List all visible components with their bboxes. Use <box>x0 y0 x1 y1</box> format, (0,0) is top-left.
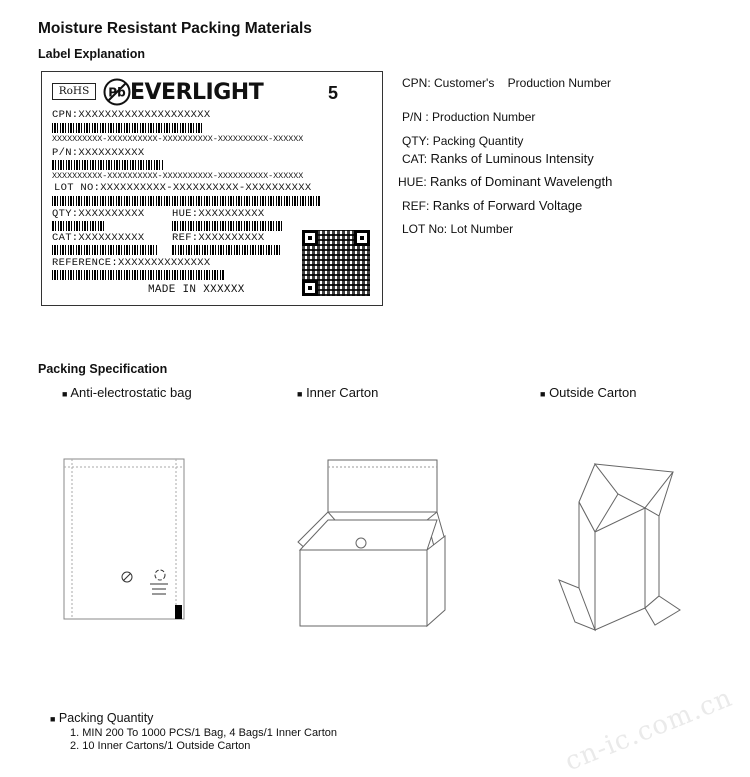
cpn-barcode <box>52 123 202 133</box>
hue-line: HUE:XXXXXXXXXX <box>172 208 265 220</box>
reference-barcode <box>52 270 224 280</box>
brand-logo: EVERLIGHT <box>130 80 264 105</box>
legend-pn: P/N : Production Number <box>402 110 536 124</box>
lot-line: LOT NO:XXXXXXXXXX-XXXXXXXXXX-XXXXXXXXXX <box>54 182 312 194</box>
cat-line: CAT:XXXXXXXXXX <box>52 232 145 244</box>
legend-cpn: CPN: Customer's Production Number <box>402 76 612 90</box>
outside-carton-label: ■ Outside Carton <box>540 385 637 400</box>
legend-cat: CAT: Ranks of Luminous Intensity <box>402 151 594 166</box>
legend-lot: LOT No: Lot Number <box>402 222 514 236</box>
made-in-line: MADE IN XXXXXX <box>148 284 245 296</box>
rohs-mark: RoHS <box>52 83 96 100</box>
qty-line: QTY:XXXXXXXXXX <box>52 208 145 220</box>
inner-carton-drawing <box>285 450 460 630</box>
long-line-1: XXXXXXXXXX-XXXXXXXXXX-XXXXXXXXXX-XXXXXXXXXX-XXXXXX <box>52 134 304 144</box>
anti-static-bag-drawing <box>60 455 190 625</box>
pn-barcode <box>52 160 164 170</box>
lot-barcode <box>52 196 320 206</box>
hue-barcode <box>172 221 284 231</box>
legend-qty: QTY: Packing Quantity <box>402 134 524 148</box>
inner-carton-label: ■ Inner Carton <box>297 385 379 400</box>
bag-tab <box>175 605 182 619</box>
label-sample <box>41 71 383 306</box>
packing-quantity-line-1: 1. MIN 200 To 1000 PCS/1 Bag, 4 Bags/1 Inner Carton <box>70 727 338 739</box>
cpn-line: CPN:XXXXXXXXXXXXXXXXXXXX <box>52 109 211 121</box>
qr-finder-top-right <box>354 230 370 246</box>
ref-line: REF:XXXXXXXXXX <box>172 232 265 244</box>
label-number: 5 <box>328 83 339 103</box>
pb-free-icon <box>102 77 132 107</box>
outside-carton-drawing <box>555 460 695 635</box>
cat-barcode <box>52 245 157 255</box>
page-title: Moisture Resistant Packing Materials <box>38 20 312 37</box>
pn-line: P/N:XXXXXXXXXX <box>52 147 145 159</box>
watermark: cn-ic.com.cn <box>560 682 737 777</box>
long-line-2: XXXXXXXXXX-XXXXXXXXXX-XXXXXXXXXX-XXXXXXXXXX-XXXXXX <box>52 171 304 181</box>
pb-text: Pb <box>108 85 126 100</box>
qr-finder-bottom-left <box>302 280 318 296</box>
reference-line: REFERENCE:XXXXXXXXXXXXXX <box>52 257 211 269</box>
legend-hue: HUE: Ranks of Dominant Wavelength <box>398 174 613 189</box>
qty-barcode <box>52 221 104 231</box>
bag-label: ■ Anti-electrostatic bag <box>62 385 192 400</box>
ref-barcode <box>172 245 282 255</box>
qr-finder-top-left <box>302 230 318 246</box>
legend-ref: REF: Ranks of Forward Voltage <box>402 198 583 213</box>
packing-quantity-line-2: 2. 10 Inner Cartons/1 Outside Carton <box>70 740 251 752</box>
label-explanation-heading: Label Explanation <box>38 47 145 61</box>
packing-quantity-heading: ■ Packing Quantity <box>50 711 154 725</box>
qr-code <box>302 230 370 296</box>
packing-spec-heading: Packing Specification <box>38 362 168 376</box>
